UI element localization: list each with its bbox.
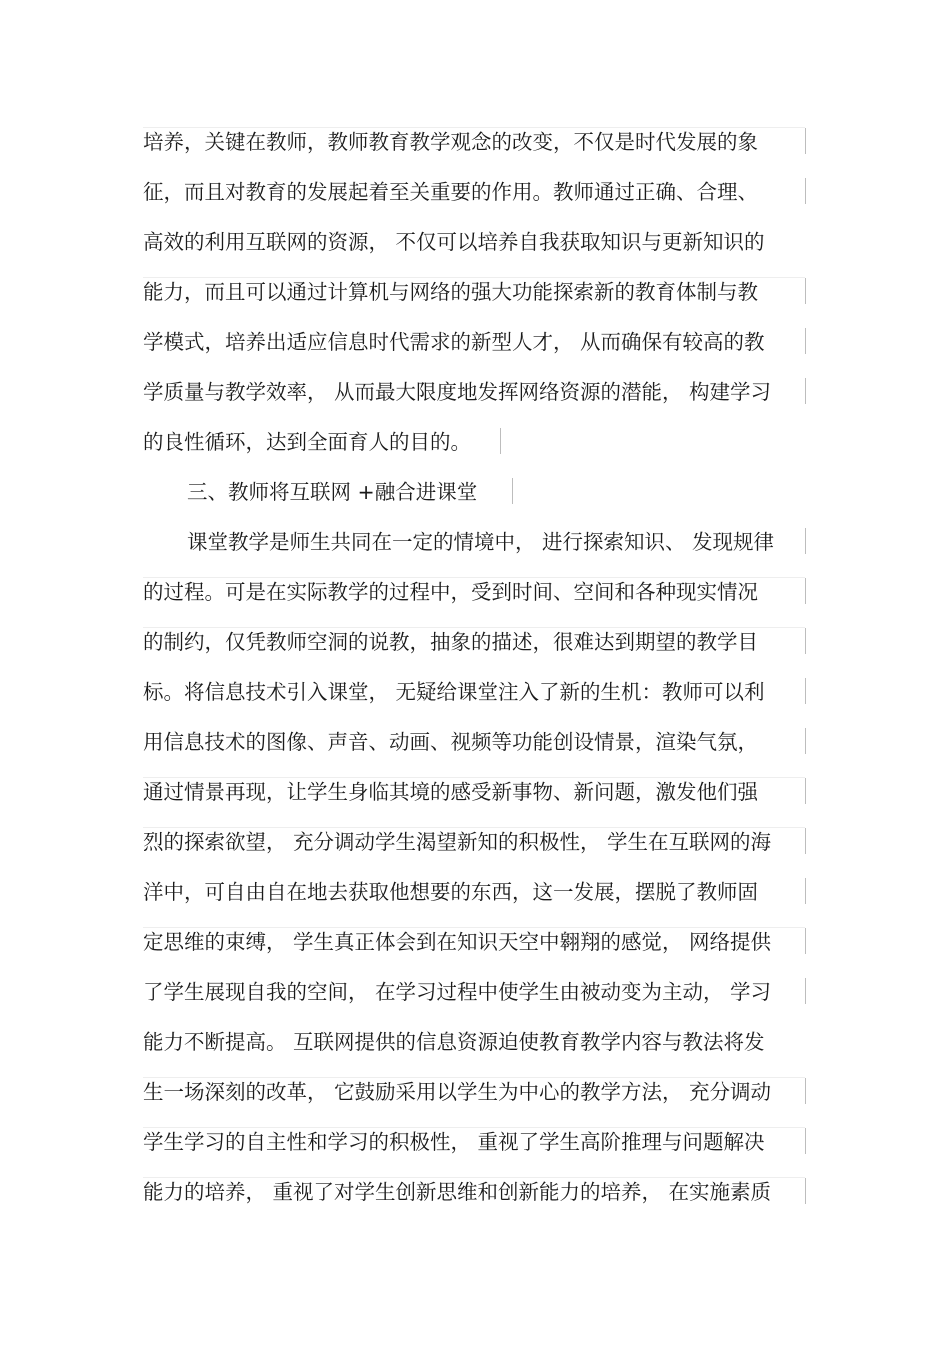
text-line: 通过情景再现，让学生身临其境的感受新事物、新问题，激发他们强 xyxy=(143,780,758,804)
scan-artifact xyxy=(805,678,806,704)
scan-artifact xyxy=(500,428,501,454)
scan-artifact xyxy=(143,1127,805,1128)
text-line: 培养，关键在教师，教师教育教学观念的改变，不仅是时代发展的象 xyxy=(143,130,758,154)
scan-artifact xyxy=(805,628,806,654)
scan-artifact xyxy=(143,277,805,278)
scan-artifact xyxy=(805,328,806,354)
scan-artifact xyxy=(143,627,805,628)
text-line: 学生学习的自主性和学习的积极性， 重视了学生高阶推理与问题解决 xyxy=(143,1130,765,1154)
scan-artifact xyxy=(143,577,805,578)
scan-artifact xyxy=(143,827,805,828)
scan-artifact xyxy=(512,478,513,504)
scan-artifact xyxy=(805,578,806,604)
scan-artifact xyxy=(143,1177,805,1178)
scan-artifact xyxy=(805,128,806,154)
text-line: 学质量与教学效率， 从而最大限度地发挥网络资源的潜能， 构建学习 xyxy=(143,380,772,404)
scan-artifact xyxy=(805,528,806,554)
scan-artifact xyxy=(143,127,805,128)
text-line: 能力，而且可以通过计算机与网络的强大功能探索新的教育体制与教 xyxy=(143,280,758,304)
scan-artifact xyxy=(805,828,806,854)
scan-artifact xyxy=(805,728,806,754)
section-heading: 三、教师将互联网 +融合进课堂 xyxy=(187,480,478,504)
scan-artifact xyxy=(143,1077,805,1078)
text-line: 的过程。可是在实际教学的过程中，受到时间、空间和各种现实情况 xyxy=(143,580,758,604)
text-line: 能力不断提高。 互联网提供的信息资源迫使教育教学内容与教法将发 xyxy=(143,1030,765,1054)
scan-artifact xyxy=(805,1128,806,1154)
text-line: 标。将信息技术引入课堂， 无疑给课堂注入了新的生机：教师可以利 xyxy=(143,680,765,704)
text-line: 征，而且对教育的发展起着至关重要的作用。教师通过正确、合理、 xyxy=(143,180,758,204)
scan-artifact xyxy=(805,1078,806,1104)
scan-artifact xyxy=(805,778,806,804)
scan-artifact xyxy=(143,927,805,928)
text-line: 用信息技术的图像、声音、动画、视频等功能创设情景，渲染气氛， xyxy=(143,730,758,754)
scan-artifact xyxy=(805,178,806,204)
text-line: 了学生展现自我的空间， 在学习过程中使学生由被动变为主动， 学习 xyxy=(143,980,772,1004)
scan-artifact xyxy=(805,928,806,954)
text-line: 课堂教学是师生共同在一定的情境中， 进行探索知识、 发现规律 xyxy=(187,530,775,554)
scan-artifact xyxy=(805,378,806,404)
scan-artifact xyxy=(805,878,806,904)
text-line: 高效的利用互联网的资源， 不仅可以培养自我获取知识与更新知识的 xyxy=(143,230,765,254)
text-line: 定思维的束缚， 学生真正体会到在知识天空中翱翔的感觉， 网络提供 xyxy=(143,930,772,954)
scan-artifact xyxy=(805,1178,806,1204)
text-line: 洋中，可自由自在地去获取他想要的东西，这一发展，摆脱了教师固 xyxy=(143,880,758,904)
text-line: 生一场深刻的改革， 它鼓励采用以学生为中心的教学方法， 充分调动 xyxy=(143,1080,772,1104)
scan-artifact xyxy=(805,978,806,1004)
text-line: 烈的探索欲望， 充分调动学生渴望新知的积极性， 学生在互联网的海 xyxy=(143,830,772,854)
text-line: 能力的培养， 重视了对学生创新思维和创新能力的培养， 在实施素质 xyxy=(143,1180,772,1204)
text-line: 学模式，培养出适应信息时代需求的新型人才， 从而确保有较高的教 xyxy=(143,330,765,354)
text-line: 的制约，仅凭教师空洞的说教，抽象的描述，很难达到期望的教学目 xyxy=(143,630,758,654)
scan-artifact xyxy=(805,278,806,304)
scan-artifact xyxy=(143,777,805,778)
text-line: 的良性循环，达到全面育人的目的。 xyxy=(143,430,471,454)
